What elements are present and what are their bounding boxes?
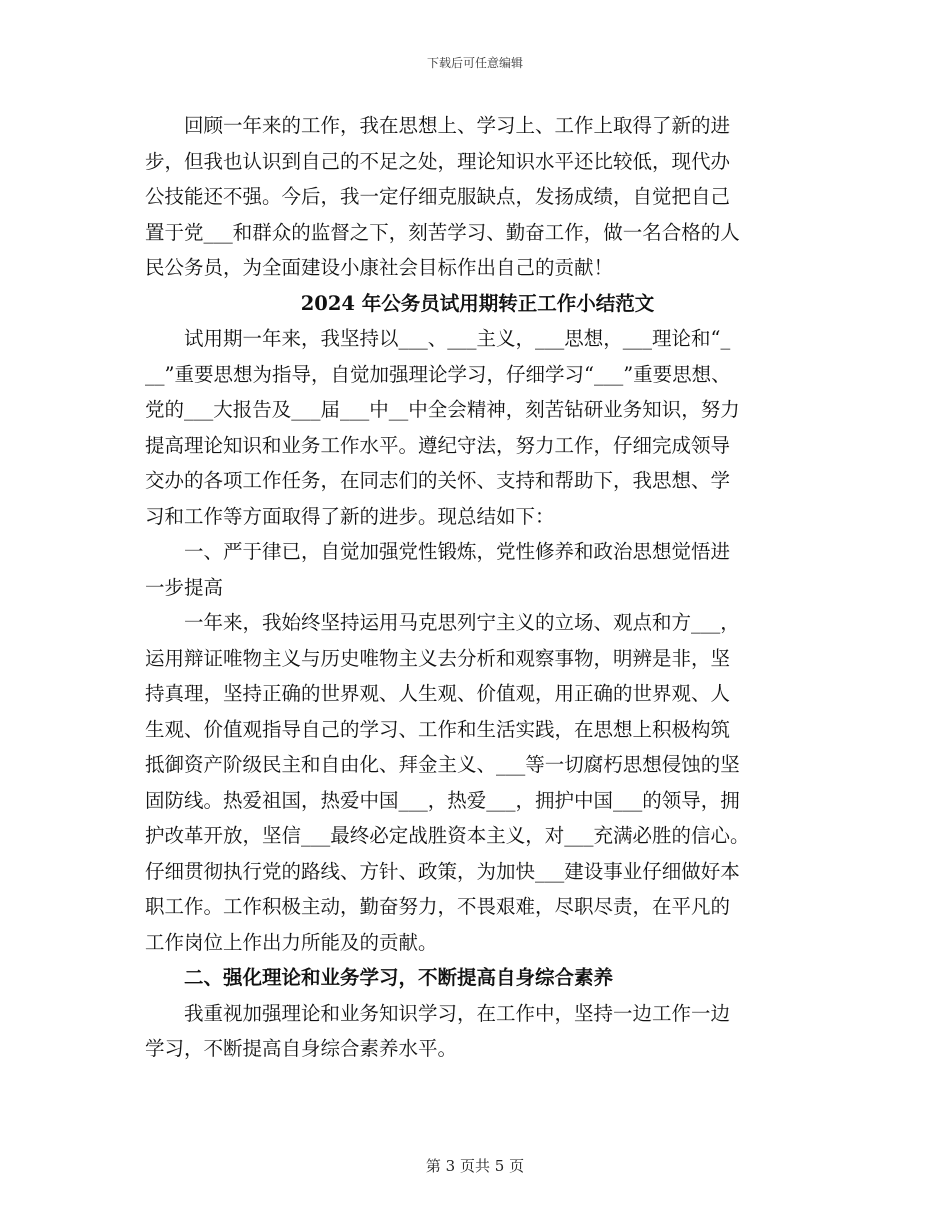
- page-footer: 第 3 页共 5 页: [425, 1157, 525, 1175]
- text-line: 回顾一年来的工作，我在思想上、学习上、工作上取得了新的进: [145, 114, 731, 137]
- text-line: 学习，不断提高自身综合素养水平。: [145, 1037, 458, 1060]
- text-line: 固防线。热爱祖国，热爱中国___，热爱___，拥护中国___的领导，拥: [145, 788, 740, 812]
- document-body: [145, 108, 810, 1067]
- text-line: 民公务员，为全面建设小康社会目标作出自己的贡献！: [145, 256, 614, 279]
- text-line: 生观、价值观指导自己的学习、工作和生活实践，在思想上积极构筑: [145, 717, 731, 741]
- text-line: 仔细贯彻执行党的路线、方针、政策，为加快___建设事业仔细做好本: [145, 859, 740, 883]
- text-line: 持真理，坚持正确的世界观、人生观、价值观，用正确的世界观、人: [145, 682, 731, 705]
- text-line: 试用期一年来，我坚持以___、___主义，___思想，___理论和“_: [145, 327, 731, 350]
- text-line: 运用辩证唯物主义与历史唯物主义去分析和观察事物，明辨是非，坚: [145, 646, 731, 670]
- text-line: 工作岗位上作出力所能及的贡献。: [145, 930, 438, 954]
- page-header: 下载后可任意编辑: [426, 56, 523, 70]
- text-line: __”重要思想为指导，自觉加强理论学习，仔细学习“___”重要思想、: [145, 362, 731, 386]
- text-line: 公技能还不强。今后，我一定仔细克服缺点，发扬成绩，自觉把自己: [145, 185, 731, 208]
- section-heading: 二、强化理论和业务学习，不断提高自身综合素养: [145, 966, 614, 989]
- text-line: 步，但我也认识到自己的不足之处，理论知识水平还比较低，现代办: [145, 149, 731, 173]
- text-line: 党的___大报告及___届___中__中全会精神，刻苦钻研业务知识，努力: [145, 398, 740, 421]
- text-line: 提高理论知识和业务工作水平。遵纪守法，努力工作，仔细完成领导: [145, 433, 731, 457]
- text-line: 护改革开放，坚信___最终必定战胜资本主义，对___充满必胜的信心。: [145, 824, 750, 847]
- text-line: 我重视加强理论和业务知识学习，在工作中，坚持一边工作一边: [145, 1001, 731, 1025]
- text-line: 习和工作等方面取得了新的进步。现总结如下：: [145, 504, 555, 528]
- text-line: 一、严于律已，自觉加强党性锻炼，党性修养和政治思想觉悟进: [145, 540, 731, 563]
- text-line: 一年来，我始终坚持运用马克思列宁主义的立场、观点和方___，: [145, 611, 740, 634]
- text-line: 交办的各项工作任务，在同志们的关怀、支持和帮助下，我思想、学: [145, 469, 731, 492]
- section-title: 2024 年公务员试用期转正工作小结范文: [300, 291, 655, 315]
- text-line: 抵御资产阶级民主和自由化、拜金主义、___等一切腐朽思想侵蚀的坚: [145, 753, 740, 776]
- text-line: 职工作。工作积极主动，勤奋努力，不畏艰难，尽职尽责，在平凡的: [145, 895, 731, 918]
- text-line: 一步提高: [145, 575, 224, 599]
- text-line: 置于党___和群众的监督之下，刻苦学习、勤奋工作，做一名合格的人: [145, 220, 740, 244]
